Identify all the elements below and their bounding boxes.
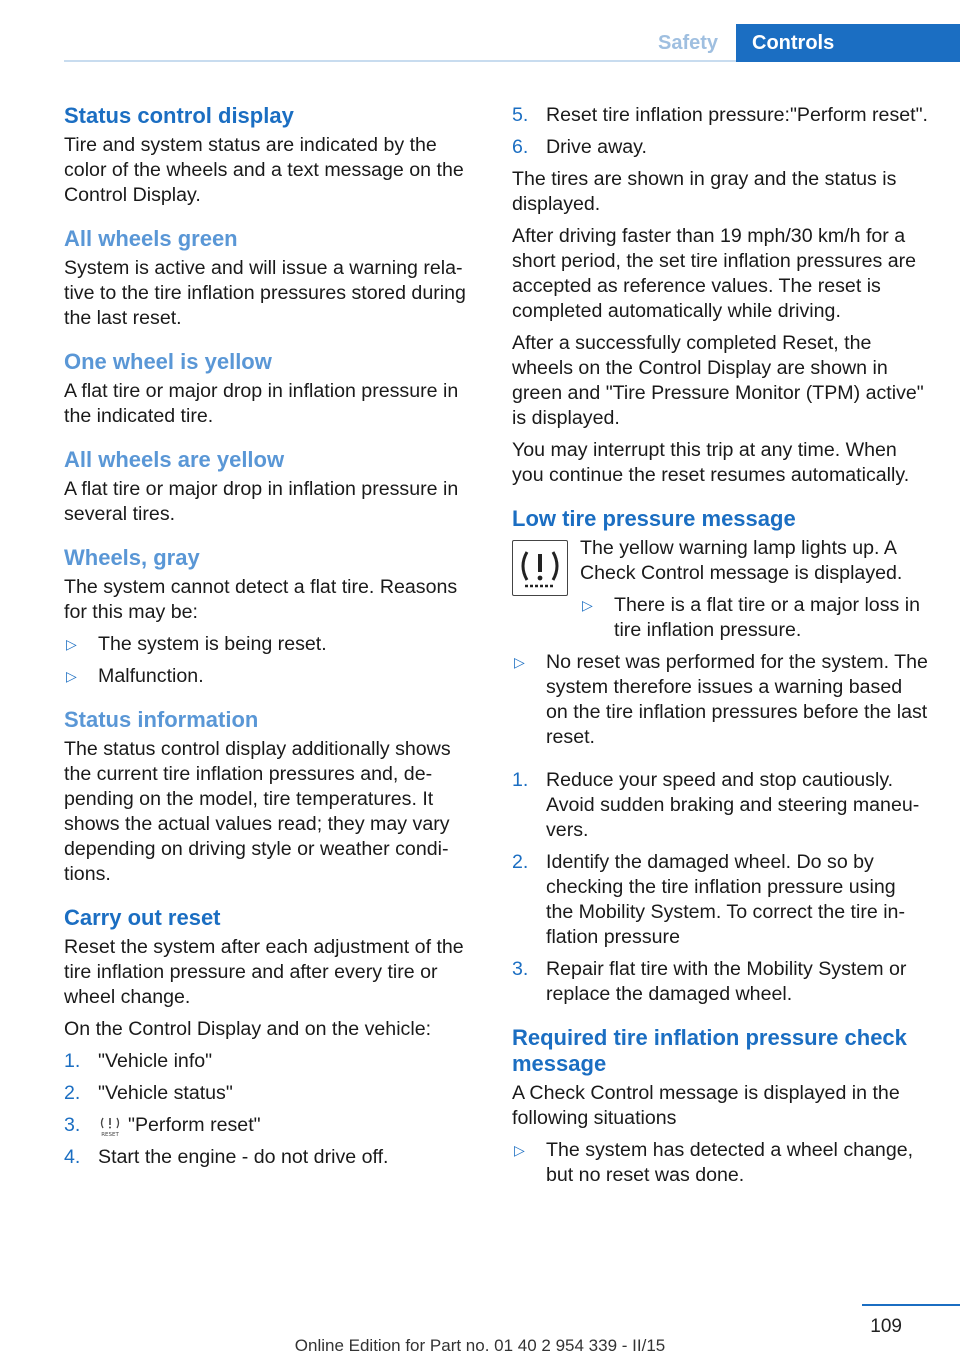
heading-one-yellow: One wheel is yellow: [64, 349, 272, 374]
triangle-right-icon: ▷: [582, 597, 593, 613]
list-item: 6. Drive away.: [512, 136, 647, 158]
paragraph: Reset the system after each adjustment of the tire inflation pressure and after every tire or wheel change.: [64, 936, 464, 1008]
heading-carry-out-reset: Carry out reset: [64, 905, 221, 930]
paragraph: On the Control Display and on the vehicle:: [64, 1018, 432, 1040]
list-item: ▷ Malfunction.: [66, 665, 204, 687]
heading-status-control: Status control display: [64, 103, 294, 128]
paragraph: A flat tire or major drop in inflation pressure in several tires.: [64, 478, 459, 525]
paragraph: After a successfully completed Reset, the wheels on the Control Display are shown in green and "Tire Pressure Monitor (TPM) active" is displayed.: [512, 332, 924, 429]
heading-low-tire-pressure: Low tire pressure message: [512, 506, 796, 531]
bullet-list: [580, 593, 928, 643]
bullet-list: [64, 632, 480, 689]
tire-pressure-warning-icon: [512, 540, 568, 596]
list-item: 3. RESET "Perform reset": [64, 1114, 261, 1137]
paragraph: The status control display additionally shows the current tire inflation pressures and, depending on the model, tire temperatures. It shows the actual values read; they may vary depending on driving style or weather conditions.: [64, 738, 451, 885]
footer-rule: [862, 1304, 960, 1306]
paragraph: System is active and will issue a warning relative to the tire inflation pressures stored during the last reset.: [64, 257, 466, 329]
paragraph: A Check Control message is displayed in the following situations: [512, 1082, 900, 1129]
edition-footer: Online Edition for Part no. 01 40 2 954 339 - II/15: [294, 1336, 666, 1355]
page-number: 109: [870, 1316, 902, 1337]
heading-required-check: Required tire inflation pressure check message: [512, 1025, 907, 1076]
list-item: 1. "Vehicle info": [64, 1050, 213, 1072]
paragraph: The system cannot detect a flat tire. Reasons for this may be:: [64, 576, 458, 623]
step-list: [512, 768, 928, 1007]
list-item: 3. Repair flat tire with the Mobility System or replace the damaged wheel.: [512, 958, 907, 1005]
list-item: ▷ The system has detected a wheel change, but no reset was done.: [514, 1139, 914, 1186]
step-list: [512, 103, 928, 160]
list-item: 5. Reset tire inflation pressure:"Perform reset".: [512, 104, 928, 126]
triangle-right-icon: ▷: [66, 668, 77, 684]
paragraph: After driving faster than 19 mph/30 km/h for a short period, the set tire inflation pressures are accepted as reference values. The reset is completed automatically while driving.: [512, 225, 917, 322]
step-list: [64, 1049, 480, 1170]
heading-all-green: All wheels green: [64, 226, 238, 251]
heading-status-information: Status information: [64, 707, 259, 732]
paragraph: You may interrupt this trip at any time. When you continue the reset resumes automatically.: [512, 439, 910, 486]
triangle-right-icon: ▷: [514, 654, 525, 670]
bullet-list: [512, 650, 928, 750]
left-column: [64, 103, 480, 1177]
list-item: ▷ No reset was performed for the system. The system therefore issues a warning based on the tire inflation pressures before the last reset.: [514, 651, 928, 748]
triangle-right-icon: ▷: [514, 1142, 525, 1158]
tab-controls[interactable]: Controls: [736, 24, 960, 62]
list-item: 4. Start the engine - do not drive off.: [64, 1146, 389, 1168]
heading-wheels-gray: Wheels, gray: [64, 545, 200, 570]
svg-text:RESET: RESET: [101, 1131, 119, 1137]
warning-block: [512, 536, 928, 643]
heading-all-yellow: All wheels are yellow: [64, 447, 285, 472]
paragraph: Tire and system status are indicated by the color of the wheels and a text message on the Control Display.: [64, 134, 464, 206]
list-item: ▷ The system is being reset.: [66, 633, 327, 655]
paragraph: The tires are shown in gray and the status is displayed.: [512, 168, 897, 215]
list-item: 2. "Vehicle status": [64, 1082, 233, 1104]
triangle-right-icon: ▷: [66, 636, 77, 652]
tab-safety[interactable]: Safety: [657, 31, 719, 54]
right-column: [512, 103, 928, 1195]
bullet-list: [512, 1138, 928, 1188]
list-item: 2. Identify the damaged wheel. Do so by checking the tire inflation pressure using the Mobility System. To correct the tire inflation pressure: [512, 851, 905, 948]
tpm-reset-icon: [98, 1115, 122, 1137]
paragraph: A flat tire or major drop in inflation pressure in the indicated tire.: [64, 380, 459, 427]
list-item: 1. Reduce your speed and stop cautiously. Avoid sudden braking and steering maneuvers.: [512, 769, 920, 841]
list-item: ▷ There is a flat tire or a major loss in tire inflation pressure.: [582, 594, 920, 641]
paragraph: The yellow warning lamp lights up. A Check Control message is displayed.: [580, 537, 903, 584]
